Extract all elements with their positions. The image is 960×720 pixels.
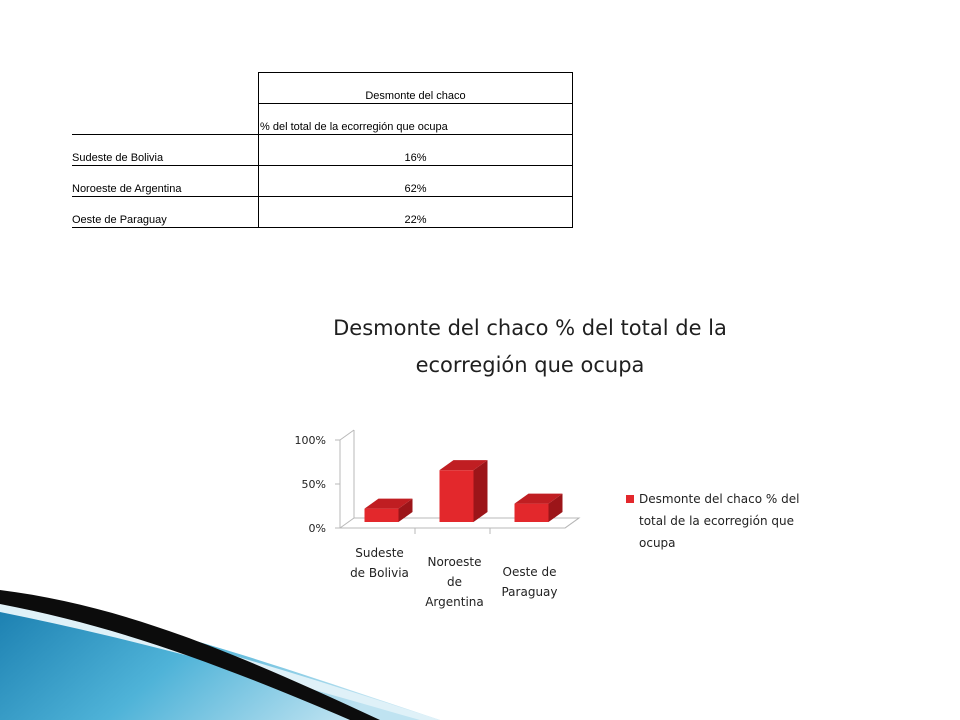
row-value: 16%	[259, 135, 573, 166]
y-tick-label: 50%	[301, 478, 326, 491]
bar-front	[440, 470, 474, 522]
bar-front	[365, 509, 399, 522]
row-value: 62%	[259, 166, 573, 197]
x-category-label: Oeste de	[502, 565, 557, 579]
legend-swatch	[626, 495, 634, 503]
table-header-subtitle: % del total de la ecorregión que ocupa	[259, 104, 573, 135]
x-category-label: de Bolivia	[350, 566, 409, 580]
table-header-title: Desmonte del chaco	[259, 73, 573, 104]
row-label: Oeste de Paraguay	[72, 197, 259, 228]
legend-label	[639, 488, 819, 554]
bar-side	[474, 460, 488, 522]
x-category-label: de	[447, 575, 462, 589]
y-tick-label: 0%	[308, 522, 326, 535]
legend-line: total de la ecorregión que	[639, 514, 794, 528]
row-label: Noroeste de Argentina	[72, 166, 259, 197]
x-category-label: Sudeste	[355, 546, 404, 560]
y-tick-label: 100%	[294, 434, 326, 447]
legend-line: ocupa	[639, 536, 676, 550]
bar-front	[515, 504, 549, 522]
chart-title: Desmonte del chaco % del total de la ecorregión que ocupa	[333, 316, 727, 377]
x-category-label: Noroeste	[427, 555, 482, 569]
y-axis-top	[340, 430, 354, 440]
x-category-label: Argentina	[425, 595, 484, 609]
row-label: Sudeste de Bolivia	[72, 135, 259, 166]
x-category-label: Paraguay	[501, 585, 558, 599]
legend-line: Desmonte del chaco % del	[639, 492, 800, 506]
row-value: 22%	[259, 197, 573, 228]
